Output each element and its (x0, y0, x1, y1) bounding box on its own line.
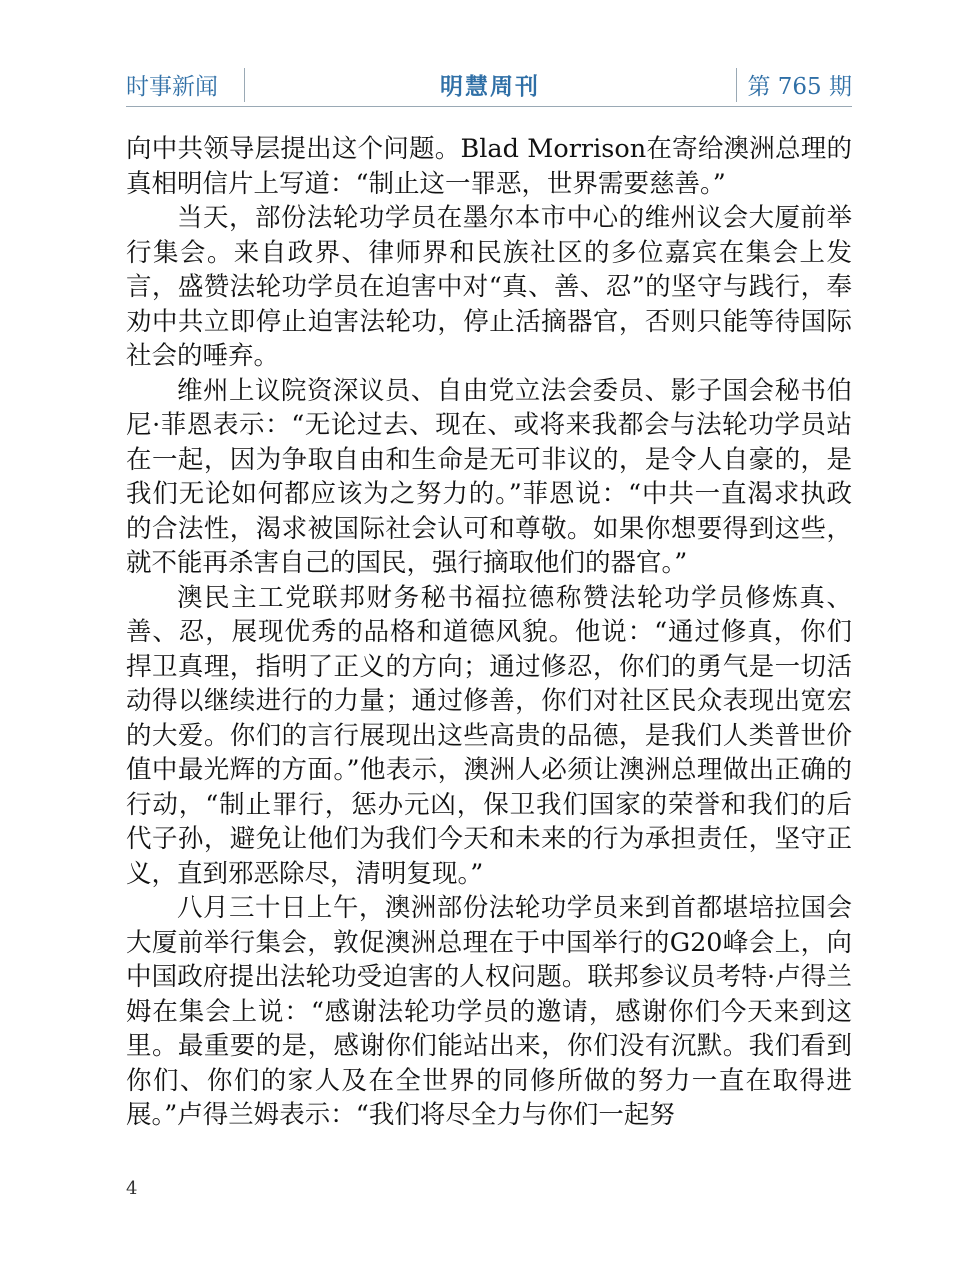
header-rule (126, 106, 852, 107)
paragraph-4: 澳民主工党联邦财务秘书福拉德称赞法轮功学员修炼真、善、忍，展现优秀的品格和道德风貌。他说：“通过修真，你们捍卫真理，指明了正义的方向；通过修忍，你们的勇气是一切活动得以继续进行的力量；通过修善，你们对社区民众表现出宽宏的大爱。你们的言行展现出这些高贵的品德，是我们人类普世价值中最光辉的方面。”他表示，澳洲人必须让澳洲总理做出正确的行动，“制止罪行，惩办元凶，保卫我们国家的荣誉和我们的后代子孙，避免让他们为我们今天和未来的行为承担责任，坚守正义，直到邪恶除尽，清明复现。” (126, 582, 852, 889)
paragraph-1: 向中共领导层提出这个问题。Blad Morrison在寄给澳洲总理的真相明信片上写道：“制止这一罪恶，世界需要慈善。” (126, 134, 852, 199)
page-number: 4 (126, 1178, 138, 1199)
paragraph-3: 维州上议院资深议员、自由党立法会委员、影子国会秘书伯尼·菲恩表示：“无论过去、现在、或将来我都会与法轮功学员站在一起，因为争取自由和生命是无可非议的，是令人自豪的，是我们无论如何都应该为之努力的。”菲恩说：“中共一直渴求执政的合法性，渴求被国际社会认可和尊敬。如果你想要得到这些，就不能再杀害自己的国民，强行摘取他们的器官。” (126, 375, 852, 578)
paragraph-2: 当天，部份法轮功学员在墨尔本市中心的维州议会大厦前举行集会。来自政界、律师界和民族社区的多位嘉宾在集会上发言，盛赞法轮功学员在迫害中对“真、善、忍”的坚守与践行，奉劝中共立即停止迫害法轮功，停止活摘器官，否则只能等待国际社会的唾弃。 (126, 203, 852, 371)
article-body (126, 132, 852, 1133)
page-header (126, 60, 852, 108)
publication-title: 明慧周刊 (440, 72, 540, 100)
paragraph-5: 八月三十日上午，澳洲部份法轮功学员来到首都堪培拉国会大厦前举行集会，敦促澳洲总理在于中国举行的G20峰会上，向中国政府提出法轮功受迫害的人权问题。联邦参议员考特·卢得兰姆在集会上说：“感谢法轮功学员的邀请，感谢你们今天来到这里。最重要的是，感谢你们能站出来，你们没有沉默。我们看到你们、你们的家人及在全世界的同修所做的努力一直在取得进展。”卢得兰姆表示：“我们将尽全力与你们一起努 (126, 893, 852, 1130)
issue-number: 第 765 期 (747, 73, 852, 100)
section-title: 时事新闻 (126, 73, 218, 100)
